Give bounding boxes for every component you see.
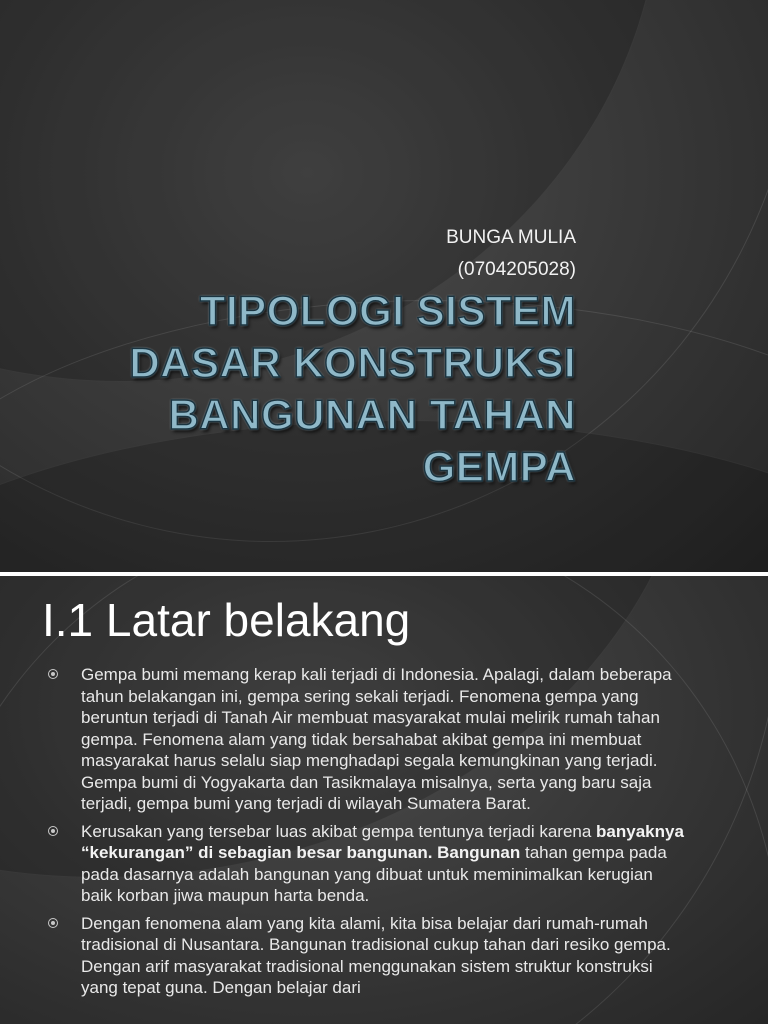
bullet-text-bold: banyaknya “kekurangan” di sebagian besar bangunan. Bangunan [81,821,684,862]
bullet-text: tahan gempa pada pada dasarnya adalah bangunan yang dibuat untuk meminimalkan kerugian baik korban jiwa maupun harta benda. [81,843,667,905]
title-line: TIPOLOGI SISTEM [199,287,576,334]
bullet-text: Dengan fenomena alam yang kita alami, kita bisa belajar dari rumah-rumah tradisional di Nusantara. Bangunan tradisional cukup tahan dari resiko gempa. Dengan arif masyarakat tradisional menggunakan sistem struktur konstruksi yang tepat guna. Dengan belajar dari [81,913,671,997]
author-id: (0704205028) [457,259,576,280]
bullet-item [44,913,684,999]
bullet-marker-icon [48,918,58,928]
author-name: BUNGA MULIA [446,227,576,248]
author-block [446,222,576,286]
presentation-title [56,285,576,493]
bullet-marker-icon [48,826,58,836]
slide-heading: I.1 Latar belakang [42,594,411,646]
bullet-item [44,821,684,907]
title-line: GEMPA [422,443,576,490]
bullet-text: Gempa bumi memang kerap kali terjadi di Indonesia. Apalagi, dalam beberapa tahun belakangan ini, gempa sering sekali terjadi. Fenomena gempa yang beruntun terjadi di Tanah Air membuat masyarakat mulai melirik rumah tahan gempa. Fenomena alam yang tidak bersahabat akibat gempa ini membuat masyarakat harus selalu siap menghadapi segala kemungkinan yang terjadi. Gempa bumi di Yogyakarta dan Tasikmalaya misalnya, serta yang baru saja terjadi, gempa bumi yang terjadi di wilayah Sumatera Barat. [81,665,672,813]
bullet-text: Kerusakan yang tersebar luas akibat gempa tentunya terjadi karena [81,821,597,841]
bullet-item [44,664,684,815]
bullet-list [44,664,684,1005]
bullet-marker-icon [48,669,58,679]
title-line: BANGUNAN TAHAN [168,391,576,438]
title-line: DASAR KONSTRUKSI [129,339,576,386]
